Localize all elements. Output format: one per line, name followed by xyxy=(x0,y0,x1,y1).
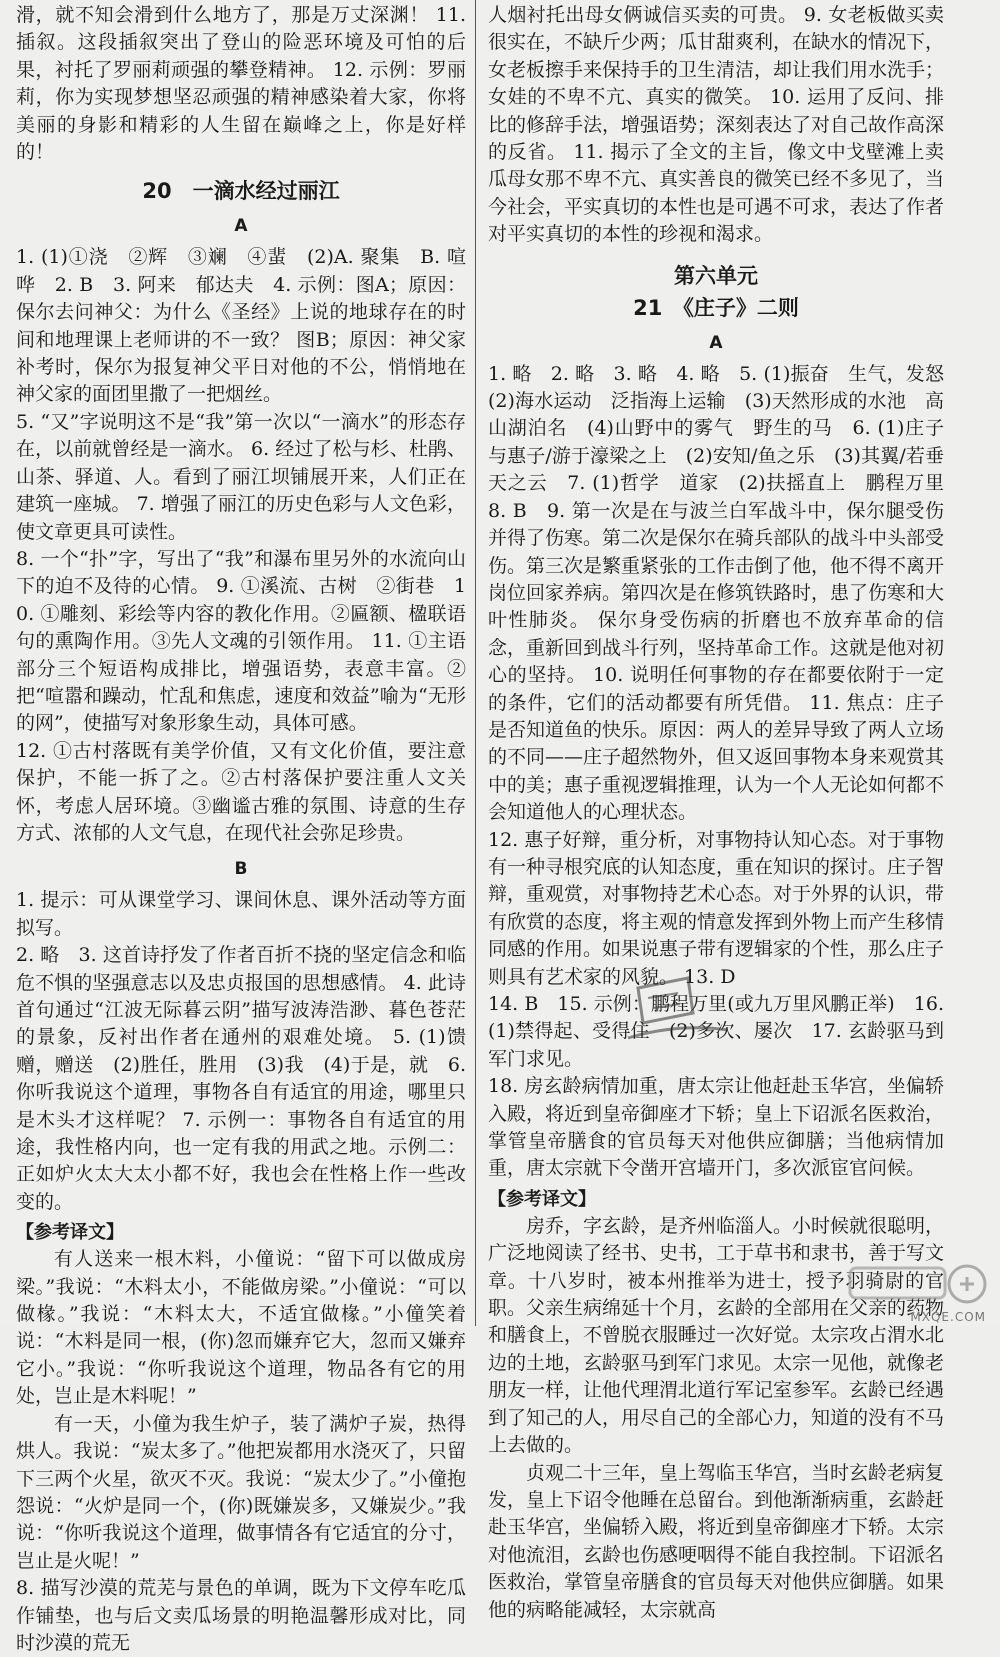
section-a-label: A xyxy=(234,216,248,237)
lesson-20-title: 20 一滴水经过丽江 xyxy=(142,179,340,204)
answer-paragraph: 14. B 15. 示例：鹏程万里(或九万里风鹏正举) 16. (1)禁得起、受得住 (2)多次、屡次 17. 玄龄驱马到军门求见。 xyxy=(488,993,944,1070)
answer-paragraph: 18. 房玄龄病情加重，唐太宗让他赶赴玉华宫，坐偏轿入殿，将近到皇帝御座才下轿；皇上下诏派名医救治，掌管皇帝膳食的官员每天对他供应御膳；当他病情加重，唐太宗就下令凿开宫墙开门，多次派宦官问候。 xyxy=(488,1075,945,1180)
lesson-21-title: 21 《庄子》二则 xyxy=(633,295,799,320)
answer-paragraph: 8. 描写沙漠的荒芜与景色的单调，既为下文停车吃瓜作铺垫，也与后文卖瓜场景的明艳温馨形成对比，同时沙漠的荒无 xyxy=(16,1577,466,1654)
answer-paragraph: 1. (1)①浇 ②辉 ③斓 ④蜚 (2)A. 聚集 B. 喧哗 2. B 3. 阿来 郁达夫 4. 示例：图A；原因：保尔去问神父：为什么《圣经》上说的地球存在的时间和地理课上老师讲的不一致？ 图B；原因：神父家补考时，保尔为报复神父平日对他的不公，悄悄地在神父家的面团里撒了一把烟丝。 xyxy=(16,246,466,406)
section-b-label: B xyxy=(234,859,248,880)
section-a-label: A xyxy=(709,332,723,353)
watermark-text: MXQE.COM xyxy=(910,1310,986,1324)
right-intro: 人烟衬托出母女俩诚信买卖的可贵。 9. 女老板做买卖很实在，不缺斤少两；瓜甘甜爽利，在缺水的情况下，女老板擦手来保持手的卫生清洁，却让我们用水洗手；女娃的不卑不亢、真实的微笑。 10. 运用了反问、排比的修辞手法，增强语势；深刻表达了对自己故作高深的反省。 11. 揭示了全文的主旨，像文中戈壁滩上卖瓜母女那不卑不亢、真实善良的微笑已经不多见了，当今社会，平实真切的本性也是可遇不可求，表达了作者对平实真切的本性的珍视和渴求。 xyxy=(488,4,945,246)
translation-paragraph: 有一天，小僮为我生炉子，装了满炉子炭，热得烘人。我说：“炭太多了。”他把炭都用水浇灭了，只留下三两个火星，欲灭不灭。我说：“炭太少了。”小僮抱怨说：“火炉是同一个，(你)既嫌炭多，又嫌炭少。”我说：“你听我说这个道理，做事情各有它适宜的分寸，岂止是火呢！” xyxy=(16,1412,466,1572)
translation-paragraph: 有人送来一根木料，小僮说：“留下可以做成房梁。”我说：“木料太小，不能做房梁。”小僮说：“可以做椽。”我说：“木料太大，不适宜做椽。”小僮笑着说：“木料是同一根，(你)忽而嫌弃它大，忽而又嫌弃它小。”我说：“你听我说这个道理，物品各有它的用处，岂止是木料呢！” xyxy=(16,1248,466,1408)
stamp-icon xyxy=(618,968,738,1058)
column-divider xyxy=(475,0,476,1326)
left-intro: 滑，就不知会滑到什么地方了，那是万丈深渊！ 11. 插叙。这段插叙突出了登山的险恶环境及可怕的后果，衬托了罗丽莉顽强的攀登精神。 12. 示例：罗丽莉，你为实现梦想坚忍顽强的精神感染着大家，你将美丽的身影和精彩的人生留在巅峰之上，你是好样的！ xyxy=(16,4,466,164)
answer-paragraph: 12. ①古村落既有美学价值，又有文化价值，要注意保护，不能一拆了之。②古村落保护要注重人文关怀，考虑人居环境。③幽谧古雅的氛围、诗意的生存方式、浓郁的人文气息，在现代社会弥足珍贵。 xyxy=(16,739,466,844)
reference-translation-label: 【参考译文】 xyxy=(16,1222,124,1244)
answer-paragraph: 5. “又”字说明这不是“我”第一次以“一滴水”的形态存在，以前就曾经是一滴水。 6. 经过了松与杉、杜鹃、山茶、驿道、人。看到了丽江坝铺展开来，人们正在建筑一座城。 7. 增强了丽江的历史色彩与人文色彩，使文章更具可读性。 xyxy=(16,410,466,543)
reference-translation-label: 【参考译文】 xyxy=(488,1188,596,1210)
answer-paragraph: 1. 提示：可从课堂学习、课间休息、课外活动等方面拟写。 xyxy=(16,889,466,939)
left-column xyxy=(16,0,466,1654)
translation-paragraph: 贞观二十三年，皇上驾临玉华宫，当时玄龄老病复发，皇上下诏令他睡在总留台。到他渐渐病重，玄龄赶赴玉华宫，坐偏轿入殿，将近到皇帝御座才下轿。太宗对他流泪，玄龄也伤感哽咽得不能自我控制。下诏派名医救治，掌管皇帝膳食的官员每天对他供应御膳。如果他的病略能减轻，太宗就高 xyxy=(488,1461,945,1621)
translation-paragraph: 房乔，字玄龄，是齐州临淄人。小时候就很聪明，广泛地阅读了经书、史书，工于草书和隶书，善于写文章。十八岁时，被本州推举为进士，授予羽骑尉的官职。父亲生病绵延十个月，玄龄的全部用在父亲的药物和膳食上，不曾脱衣服睡过一次好觉。太宗攻占渭水北边的土地，玄龄驱马到军门求见。太宗一见他，就像老朋友一样，让他代理渭北道行军记室参军。玄龄已经遇到了知己的人，用尽自己的全部心力，知道的没有不马上去做的。 xyxy=(488,1214,945,1457)
answer-paragraph: 8. 一个“扑”字，写出了“我”和瀑布里另外的水流向山下的迫不及待的心情。 9. ①溪流、古树 ②街巷 10. ①雕刻、彩绘等内容的教化作用。②匾额、楹联语句的熏陶作用。③先人文魂的引领作用。 11. ①主语部分三个短语构成排比，增强语势，表意丰富。②把“喧嚣和躁动，忙乱和焦虑，速度和效益”喻为“无形的网”，使描写对象形象生动，具体可感。 xyxy=(16,547,466,735)
answer-paragraph: 12. 惠子好辩，重分析，对事物持认知心态。对于事物有一种寻根究底的认知态度，重在知识的探讨。庄子智辩，重观赏，对事物持艺术心态。对于外界的认识，带有欣赏的态度，将主观的情意发挥到外物上而产生移情同感的作用。如果说惠子带有逻辑家的个性，那么庄子则具有艺术家的风貌。 13. D xyxy=(488,828,945,988)
answer-paragraph: 2. 略 3. 这首诗抒发了作者百折不挠的坚定信念和临危不惧的坚强意志以及忠贞报国的思想感情。 4. 此诗首句通过“江波无际暮云阴”描写波涛浩渺、暮色苍茫的景象，反衬出作者在通州的艰难处境。 5. (1)馈赠，赠送 (2)胜任，胜用 (3)我 (4)于是，就 6. 你听我说这个道理，事物各自有适宜的用途，哪里只是木头才这样呢？ 7. 示例一：事物各自有适宜的用途，我性格内向，也一定有我的用武之地。示例二：正如炉火太大太小都不好，我也会在性格上作一些改变的。 xyxy=(16,944,466,1213)
answer-paragraph: 1. 略 2. 略 3. 略 4. 略 5. (1)振奋 生气，发怒 (2)海水运动 泛指海上运输 (3)天然形成的水池 高山湖泊名 (4)山野中的雾气 野生的马 6. (1)庄子与惠子/游于濠梁之上 (2)安知/鱼之乐 (3)其翼/若垂天之云 7. (1)哲学 道家 (2)扶摇直上 鹏程万里 8. B 9. 第一次是在与波兰白军战斗中，保尔腿受伤并得了伤寒。第二次是保尔在骑兵部队的战斗中头部受伤。第三次是繁重紧张的工作击倒了他，他不得不离开岗位回家养病。第四次是在修筑铁路时，患了伤寒和大叶性肺炎。 保尔身受伤病的折磨也不放弃革命的信念，重新回到战斗行列，坚持革命工作。这就是他对初心的坚持。 10. 说明任何事物的存在都要依附于一定的条件，它们的活动都要有所凭借。 11. 焦点：庄子是否知道鱼的快乐。原因：两人的差异导致了两人立场的不同——庄子超然物外，但又返回事物本身来观赏其中的美；惠子重视逻辑推理，认为一个人无论如何都不会知道他人的心理状态。 xyxy=(488,362,964,824)
unit-6-title: 第六单元 xyxy=(674,263,758,288)
